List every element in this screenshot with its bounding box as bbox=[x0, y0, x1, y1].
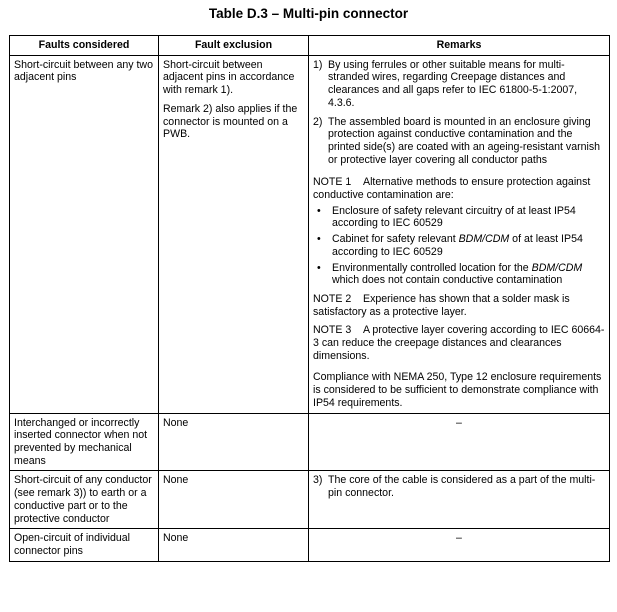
fault-cell: Interchanged or incorrectly inserted connector when not prevented by mechanical means bbox=[10, 413, 159, 471]
multi-pin-connector-table bbox=[9, 35, 610, 562]
header-faults-considered: Faults considered bbox=[10, 36, 159, 56]
table-header-row bbox=[10, 36, 610, 56]
note-3 bbox=[313, 324, 605, 362]
bullet-text: Enclosure of safety relevant circuitry of at least IP54 according to IEC 60529 bbox=[332, 204, 576, 230]
remark-number: 1) bbox=[313, 58, 323, 71]
note-label: NOTE 3 bbox=[313, 324, 352, 337]
remark-text: By using ferrules or other suitable means for multi-stranded wires, regarding Creepage distances and clearances and all gaps refer to IEC 61800-5-1:2007, 4.3.6. bbox=[328, 58, 578, 109]
bullet-text-part: which does not contain conductive contamination bbox=[332, 274, 563, 287]
remark-3 bbox=[313, 474, 605, 499]
note-text: Experience has shown that a solder mask is satisfactory as a protective layer. bbox=[313, 292, 570, 318]
bullet-text bbox=[332, 233, 605, 258]
exclusion-note: Remark 2) also applies if the connector is mounted on a PWB. bbox=[163, 102, 298, 141]
note-1 bbox=[313, 176, 605, 201]
remarks-cell: – bbox=[309, 413, 610, 471]
note-label: NOTE 1 bbox=[313, 176, 352, 189]
table-row bbox=[10, 413, 610, 471]
nema-compliance-text: Compliance with NEMA 250, Type 12 enclosure requirements is considered to be sufficient to demonstrate compliance with IP54 requirements. bbox=[313, 371, 602, 409]
bullet-icon: • bbox=[317, 204, 321, 217]
remark-text: The assembled board is mounted in an enclosure giving protection against conductive contamination and the printed side(s) are coated with an ageing-resistant varnish or protective layer covering all conductor paths bbox=[328, 115, 601, 166]
remarks-cell bbox=[309, 471, 610, 529]
bullet-item bbox=[313, 233, 605, 258]
fault-cell: Short-circuit of any conductor (see remark 3)) to earth or a conductive part or to the protective conductor bbox=[10, 471, 159, 529]
bullet-text-part: of at least IP54 according to IEC 60529 bbox=[332, 233, 583, 258]
fault-cell: Short-circuit between any two adjacent pins bbox=[10, 55, 159, 413]
remark-number: 3) bbox=[313, 474, 323, 487]
note-text: Alternative methods to ensure protection against conductive contamination are: bbox=[313, 176, 591, 202]
bullet-item bbox=[313, 205, 605, 230]
bullet-text-part: Cabinet for safety relevant bbox=[332, 233, 459, 246]
note-text: A protective layer covering according to IEC 60664-3 can reduce the creepage distances and clearances dimensions. bbox=[313, 324, 605, 362]
bullet-icon: • bbox=[317, 233, 321, 246]
remark-text: The core of the cable is considered as a part of the multi-pin connector. bbox=[328, 474, 596, 500]
note-2 bbox=[313, 293, 605, 318]
bullet-text-emphasis: BDM/CDM bbox=[458, 233, 510, 246]
exclusion-text: Short-circuit between adjacent pins in accordance with remark 1). bbox=[163, 58, 295, 97]
bullet-icon: • bbox=[317, 261, 321, 274]
exclusion-cell: None bbox=[159, 529, 309, 561]
fault-cell: Open-circuit of individual connector pins bbox=[10, 529, 159, 561]
table-title: Table D.3 – Multi-pin connector bbox=[208, 6, 409, 21]
note-label: NOTE 2 bbox=[313, 292, 352, 305]
bullet-text-emphasis: BDM/CDM bbox=[531, 261, 583, 274]
header-fault-exclusion: Fault exclusion bbox=[159, 36, 309, 56]
bullet-text-part: Environmentally controlled location for the bbox=[332, 261, 532, 274]
remarks-cell: – bbox=[309, 529, 610, 561]
exclusion-cell: None bbox=[159, 413, 309, 471]
remark-number: 2) bbox=[313, 115, 323, 128]
exclusion-cell: None bbox=[159, 471, 309, 529]
table-row bbox=[10, 471, 610, 529]
remark-2 bbox=[313, 116, 605, 167]
header-remarks: Remarks bbox=[309, 36, 610, 56]
remarks-cell bbox=[309, 55, 610, 413]
exclusion-cell bbox=[159, 55, 309, 413]
table-row bbox=[10, 529, 610, 561]
remark-1 bbox=[313, 59, 605, 110]
bullet-text bbox=[332, 262, 605, 287]
table-row bbox=[10, 55, 610, 413]
bullet-item bbox=[313, 262, 605, 287]
